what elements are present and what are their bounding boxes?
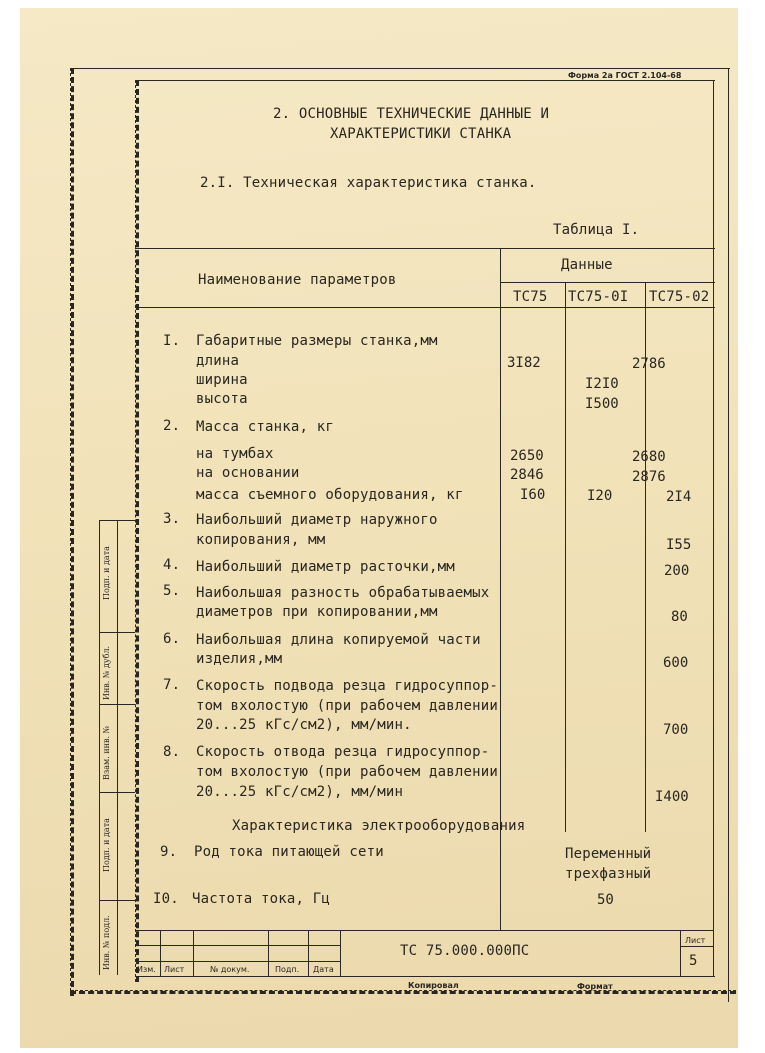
document-sheet — [20, 8, 738, 1048]
row-label: Габаритные размеры станка,мм — [196, 333, 438, 349]
title-col-doc-no: № докум. — [210, 965, 250, 974]
value-tc75: 2650 — [510, 448, 544, 464]
side-column-mid — [117, 520, 118, 975]
side-line — [99, 520, 135, 521]
title-block-row-line — [135, 945, 340, 946]
side-label-dup-inv: Инв. № дубл. — [102, 645, 111, 700]
row-label: диаметров при копировании,мм — [196, 604, 438, 620]
row-num: 4. — [163, 557, 181, 573]
title-block-row-line — [135, 961, 340, 962]
title-block-col — [193, 930, 194, 976]
value-tc75-02: 600 — [663, 655, 689, 671]
value-frequency: 50 — [597, 892, 614, 908]
title-block-col — [268, 930, 269, 976]
title-col-date: Дата — [313, 965, 334, 974]
title-col-sign: Подп. — [275, 965, 300, 974]
data-header-line — [500, 282, 715, 283]
row-label: Скорость подвода резца гидросуппор- — [196, 678, 499, 694]
row-label: ширина — [196, 372, 248, 388]
table-top-line — [135, 248, 715, 249]
side-label-replace-inv: Взам. инв. № — [102, 725, 111, 780]
row-label: том вхолостую (при рабочем давлении — [196, 698, 499, 714]
row-label: Наибольший диаметр наружного — [196, 512, 438, 528]
heading-line1: 2. ОСНОВНЫЕ ТЕХНИЧЕСКИЕ ДАННЫЕ И — [273, 106, 550, 122]
row-num: 5. — [163, 583, 181, 599]
value-tc75-01: I500 — [585, 396, 619, 412]
side-column-left — [99, 520, 100, 975]
row-num: I. — [163, 333, 181, 349]
value-tc75-02: I55 — [666, 537, 692, 553]
title-block-col — [308, 930, 309, 976]
side-label-sign-date: Подп. и дата — [102, 546, 111, 600]
outer-frame-left — [70, 68, 74, 996]
doc-number: ТС 75.000.000ПС — [400, 943, 530, 959]
value-tc75: 2846 — [510, 467, 544, 483]
param-header: Наименование параметров — [198, 272, 397, 288]
footer-copied: Копировал — [408, 981, 459, 990]
side-line — [99, 632, 135, 633]
outer-frame-bottom — [70, 990, 736, 994]
value-tc75-02: I400 — [655, 789, 689, 805]
row-label: высота — [196, 391, 248, 407]
col-divider-2 — [565, 282, 566, 832]
table-header-bottom-line — [135, 307, 715, 308]
value-tc75-01-02: 2786 — [632, 356, 666, 372]
row-label: на основании — [196, 465, 300, 481]
outer-frame-top — [70, 68, 730, 69]
value-tc75-01-02: 2876 — [632, 469, 666, 485]
row-num: 7. — [163, 677, 181, 693]
col-header-tc75-02: ТС75-02 — [649, 289, 710, 305]
value-tc75-02: 2I4 — [666, 489, 692, 505]
title-block-top — [135, 930, 713, 931]
row-label: Наибольшая длина копируемой части — [196, 632, 481, 648]
outer-frame-right — [728, 68, 729, 1002]
inner-frame-right — [713, 80, 714, 976]
row-label: Род тока питающей сети — [194, 844, 384, 860]
inner-frame-top — [135, 80, 715, 81]
value-current-type-2: трехфазный — [565, 866, 652, 882]
inner-frame-left — [135, 80, 139, 982]
value-tc75-01: I2I0 — [585, 376, 619, 392]
row-label: Наибольшая разность обрабатываемых — [196, 585, 490, 601]
col-header-tc75-01: ТС75-0I — [568, 289, 629, 305]
row-label: Масса станка, кг — [196, 419, 335, 435]
title-col-change: Изм. — [137, 965, 156, 974]
row-num: 6. — [163, 631, 181, 647]
row-label: 20...25 кГс/см2), мм/мин. — [196, 717, 412, 733]
value-tc75: I60 — [520, 487, 546, 503]
value-tc75-02: 80 — [671, 609, 688, 625]
form-header: Форма 2а ГОСТ 2.104-68 — [568, 71, 682, 80]
row-num: 3. — [163, 511, 181, 527]
side-label-sign-date-2: Подп. и дата — [102, 818, 111, 872]
row-num: 8. — [163, 744, 181, 760]
side-line — [99, 792, 135, 793]
value-tc75-01: I20 — [587, 488, 613, 504]
data-header: Данные — [561, 257, 613, 273]
side-line — [99, 704, 135, 705]
row-label: том вхолостую (при рабочем давлении — [196, 764, 499, 780]
table-label: Таблица I. — [553, 222, 640, 238]
side-label-orig-inv: Инв. № подл. — [102, 915, 111, 970]
row-label: на тумбах — [196, 446, 274, 462]
title-block-col — [340, 930, 341, 976]
row-label: масса съемного оборудования, кг — [196, 487, 464, 503]
row-label: Скорость отвода резца гидросуппор- — [196, 744, 490, 760]
value-tc75: 3I82 — [507, 355, 541, 371]
row-label: Наибольший диаметр расточки,мм — [196, 559, 455, 575]
value-tc75-01-02: 2680 — [632, 449, 666, 465]
sheet-label: Лист — [685, 936, 706, 945]
row-label: 20...25 кГс/см2), мм/мин — [196, 784, 404, 800]
section-title: Характеристика электрооборудования — [232, 818, 526, 834]
value-tc75-02: 700 — [663, 722, 689, 738]
sheet-number: 5 — [689, 953, 698, 969]
row-num: I0. — [153, 891, 179, 907]
title-block-col — [680, 930, 681, 976]
inner-frame-bottom — [135, 976, 715, 977]
col-header-tc75: ТС75 — [513, 289, 548, 305]
row-label: изделия,мм — [196, 651, 283, 667]
title-col-sheet: Лист — [164, 965, 185, 974]
title-block-col — [160, 930, 161, 976]
sheet-cell-line — [680, 946, 713, 947]
row-num: 9. — [160, 844, 178, 860]
row-label: копирования, мм — [196, 532, 326, 548]
value-current-type-1: Переменный — [565, 846, 652, 862]
value-tc75-02: 200 — [664, 563, 690, 579]
footer-format: Формат — [577, 982, 613, 991]
heading-line2: ХАРАКТЕРИСТИКИ СТАНКА — [330, 126, 512, 142]
row-num: 2. — [163, 418, 181, 434]
side-line — [99, 900, 135, 901]
subheading: 2.I. Техническая характеристика станка. — [200, 175, 537, 191]
row-label: Частота тока, Гц — [192, 891, 331, 907]
row-label: длина — [196, 353, 240, 369]
